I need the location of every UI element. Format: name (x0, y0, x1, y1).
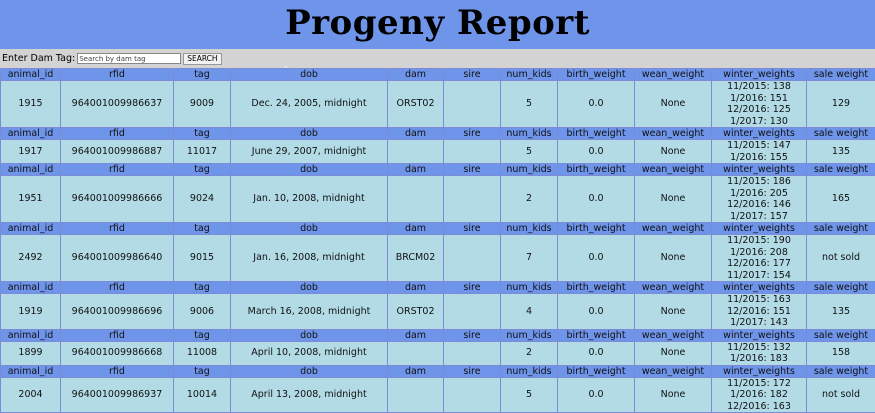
table-header-row (1, 329, 875, 341)
col-num-kids-header: num_kids (501, 164, 558, 176)
table-row (1, 81, 875, 128)
col-winter-weights-cell (712, 140, 807, 164)
winter-weight-entry: 12/2016: 125 (712, 104, 806, 116)
col-dam-cell: ORST02 (388, 294, 444, 330)
col-dam-cell (388, 176, 444, 223)
col-dam-cell (388, 377, 444, 413)
col-wean-weight-cell: None (635, 176, 712, 223)
col-rfid-header: rfid (61, 164, 174, 176)
col-animal-id-header: animal_id (1, 128, 61, 140)
col-dam-header: dam (388, 128, 444, 140)
col-sale-weight-cell: 135 (807, 294, 875, 330)
col-animal-id-cell: 2492 (1, 235, 61, 282)
table-header-row (1, 128, 875, 140)
winter-weight-entry: 1/2016: 151 (712, 93, 806, 105)
table-header-row (1, 223, 875, 235)
winter-weight-entry: 1/2017: 143 (712, 317, 806, 329)
col-dob-header: dob (231, 164, 388, 176)
col-tag-header: tag (174, 128, 231, 140)
col-sire-header: sire (444, 69, 501, 81)
col-dam-cell (388, 341, 444, 365)
col-birth-weight-header: birth_weight (558, 365, 635, 377)
winter-weight-entry: 1/2017: 157 (712, 211, 806, 223)
col-animal-id-cell: 2004 (1, 377, 61, 413)
table-header-row (1, 164, 875, 176)
col-dob-cell: March 16, 2008, midnight (231, 294, 388, 330)
col-dob-header: dob (231, 223, 388, 235)
table-row (1, 235, 875, 282)
col-rfid-header: rfid (61, 365, 174, 377)
col-num-kids-cell: 5 (501, 81, 558, 128)
table-row (1, 140, 875, 164)
col-sale-weight-header: sale weight (807, 128, 875, 140)
col-wean-weight-cell: None (635, 341, 712, 365)
col-sire-cell (444, 176, 501, 223)
col-sire-cell (444, 377, 501, 413)
table-row (1, 341, 875, 365)
dam-tag-search-input[interactable] (77, 53, 181, 64)
col-rfid-header: rfid (61, 282, 174, 294)
col-num-kids-header: num_kids (501, 329, 558, 341)
col-birth-weight-cell: 0.0 (558, 294, 635, 330)
col-rfid-cell: 964001009986668 (61, 341, 174, 365)
col-num-kids-header: num_kids (501, 365, 558, 377)
col-animal-id-cell: 1899 (1, 341, 61, 365)
winter-weight-entry: 12/2016: 151 (712, 306, 806, 318)
col-dam-header: dam (388, 164, 444, 176)
col-wean-weight-header: wean_weight (635, 223, 712, 235)
winter-weight-entry: 11/2015: 138 (712, 81, 806, 93)
col-rfid-cell: 964001009986666 (61, 176, 174, 223)
col-birth-weight-header: birth_weight (558, 69, 635, 81)
table-header-row (1, 282, 875, 294)
winter-weight-entry: 1/2016: 182 (712, 389, 806, 401)
col-num-kids-header: num_kids (501, 69, 558, 81)
winter-weight-entry: 11/2017: 154 (712, 270, 806, 282)
col-birth-weight-header: birth_weight (558, 128, 635, 140)
col-dob-header: dob (231, 128, 388, 140)
col-dam-header: dam (388, 282, 444, 294)
col-sire-cell (444, 140, 501, 164)
col-wean-weight-cell: None (635, 235, 712, 282)
search-bar (0, 49, 875, 68)
col-dob-header: dob (231, 365, 388, 377)
winter-weight-entry: 12/2016: 146 (712, 199, 806, 211)
winter-weight-entry: 1/2016: 183 (712, 353, 806, 365)
col-dam-header: dam (388, 329, 444, 341)
col-dob-header: dob (231, 329, 388, 341)
col-tag-cell: 9015 (174, 235, 231, 282)
col-winter-weights-header: winter_weights (712, 365, 807, 377)
col-sale-weight-header: sale weight (807, 164, 875, 176)
winter-weight-entry: 11/2015: 186 (712, 176, 806, 188)
col-rfid-cell: 964001009986937 (61, 377, 174, 413)
winter-weight-entry: 1/2016: 205 (712, 188, 806, 200)
col-sale-weight-header: sale weight (807, 365, 875, 377)
col-sire-cell (444, 81, 501, 128)
col-animal-id-cell: 1917 (1, 140, 61, 164)
col-dam-cell: BRCM02 (388, 235, 444, 282)
col-tag-cell: 11008 (174, 341, 231, 365)
col-animal-id-header: animal_id (1, 223, 61, 235)
col-wean-weight-cell: None (635, 294, 712, 330)
col-tag-cell: 10014 (174, 377, 231, 413)
col-tag-header: tag (174, 365, 231, 377)
col-wean-weight-header: wean_weight (635, 282, 712, 294)
col-wean-weight-header: wean_weight (635, 329, 712, 341)
col-rfid-cell: 964001009986887 (61, 140, 174, 164)
col-rfid-cell: 964001009986640 (61, 235, 174, 282)
col-birth-weight-cell: 0.0 (558, 377, 635, 413)
col-birth-weight-cell: 0.0 (558, 176, 635, 223)
col-wean-weight-header: wean_weight (635, 69, 712, 81)
col-wean-weight-cell: None (635, 140, 712, 164)
col-winter-weights-header: winter_weights (712, 164, 807, 176)
col-num-kids-header: num_kids (501, 282, 558, 294)
col-rfid-header: rfid (61, 128, 174, 140)
col-sire-header: sire (444, 282, 501, 294)
page-header (0, 0, 875, 49)
col-birth-weight-cell: 0.0 (558, 235, 635, 282)
col-sire-cell (444, 294, 501, 330)
col-num-kids-cell: 2 (501, 176, 558, 223)
col-tag-cell: 9024 (174, 176, 231, 223)
col-birth-weight-cell: 0.0 (558, 341, 635, 365)
col-tag-header: tag (174, 69, 231, 81)
col-sire-header: sire (444, 164, 501, 176)
col-animal-id-cell: 1919 (1, 294, 61, 330)
col-num-kids-cell: 5 (501, 377, 558, 413)
page-title: Progeny Report (285, 3, 590, 43)
col-rfid-header: rfid (61, 223, 174, 235)
col-dob-cell: June 29, 2007, midnight (231, 140, 388, 164)
col-rfid-cell: 964001009986696 (61, 294, 174, 330)
col-birth-weight-cell: 0.0 (558, 140, 635, 164)
col-tag-cell: 9009 (174, 81, 231, 128)
col-num-kids-cell: 7 (501, 235, 558, 282)
col-winter-weights-cell (712, 377, 807, 413)
col-birth-weight-cell: 0.0 (558, 81, 635, 128)
col-rfid-header: rfid (61, 69, 174, 81)
col-dob-cell: Jan. 10, 2008, midnight (231, 176, 388, 223)
col-num-kids-cell: 2 (501, 341, 558, 365)
col-sire-header: sire (444, 365, 501, 377)
winter-weight-entry: 12/2016: 177 (712, 258, 806, 270)
col-dam-header: dam (388, 365, 444, 377)
col-tag-cell: 9006 (174, 294, 231, 330)
col-winter-weights-cell (712, 294, 807, 330)
col-sale-weight-header: sale weight (807, 329, 875, 341)
col-animal-id-header: animal_id (1, 329, 61, 341)
col-winter-weights-header: winter_weights (712, 69, 807, 81)
col-dam-header: dam (388, 69, 444, 81)
col-sire-header: sire (444, 128, 501, 140)
col-winter-weights-cell (712, 81, 807, 128)
winter-weight-entry: 1/2016: 155 (712, 152, 806, 164)
col-animal-id-header: animal_id (1, 365, 61, 377)
col-num-kids-header: num_kids (501, 128, 558, 140)
col-dam-header: dam (388, 223, 444, 235)
col-wean-weight-header: wean_weight (635, 164, 712, 176)
col-winter-weights-header: winter_weights (712, 329, 807, 341)
col-winter-weights-header: winter_weights (712, 223, 807, 235)
col-sale-weight-cell: 165 (807, 176, 875, 223)
col-sire-cell (444, 235, 501, 282)
col-winter-weights-cell (712, 176, 807, 223)
col-sale-weight-cell: 158 (807, 341, 875, 365)
col-birth-weight-header: birth_weight (558, 282, 635, 294)
winter-weight-entry: 11/2015: 190 (712, 235, 806, 247)
col-winter-weights-header: winter_weights (712, 128, 807, 140)
winter-weight-entry: 11/2015: 147 (712, 140, 806, 152)
col-sale-weight-header: sale weight (807, 69, 875, 81)
winter-weight-entry: 1/2016: 208 (712, 247, 806, 259)
table-header-row (1, 365, 875, 377)
col-animal-id-cell: 1915 (1, 81, 61, 128)
col-wean-weight-header: wean_weight (635, 365, 712, 377)
col-num-kids-cell: 5 (501, 140, 558, 164)
col-winter-weights-cell (712, 235, 807, 282)
col-sale-weight-header: sale weight (807, 282, 875, 294)
table-row (1, 377, 875, 413)
col-animal-id-cell: 1951 (1, 176, 61, 223)
col-dam-cell: ORST02 (388, 81, 444, 128)
col-sale-weight-cell: 135 (807, 140, 875, 164)
col-rfid-cell: 964001009986637 (61, 81, 174, 128)
col-animal-id-header: animal_id (1, 164, 61, 176)
col-sire-header: sire (444, 223, 501, 235)
col-dob-cell: April 10, 2008, midnight (231, 341, 388, 365)
col-dob-header: dob (231, 282, 388, 294)
winter-weight-entry: 12/2016: 163 (712, 401, 806, 413)
col-animal-id-header: animal_id (1, 282, 61, 294)
search-button[interactable]: SEARCH (183, 53, 221, 65)
progeny-table (0, 68, 875, 413)
col-tag-header: tag (174, 282, 231, 294)
table-header-row (1, 69, 875, 81)
col-sire-cell (444, 341, 501, 365)
col-birth-weight-header: birth_weight (558, 329, 635, 341)
col-animal-id-header: animal_id (1, 69, 61, 81)
winter-weight-entry: 11/2015: 163 (712, 294, 806, 306)
col-dob-header: dob (231, 69, 388, 81)
col-wean-weight-cell: None (635, 81, 712, 128)
search-label: Enter Dam Tag: (2, 53, 75, 64)
winter-weight-entry: 11/2015: 132 (712, 342, 806, 354)
col-dob-cell: April 13, 2008, midnight (231, 377, 388, 413)
winter-weight-entry: 1/2017: 130 (712, 116, 806, 128)
col-winter-weights-header: winter_weights (712, 282, 807, 294)
col-wean-weight-cell: None (635, 377, 712, 413)
col-sale-weight-header: sale weight (807, 223, 875, 235)
col-winter-weights-cell (712, 341, 807, 365)
table-row (1, 176, 875, 223)
col-dam-cell (388, 140, 444, 164)
col-tag-cell: 11017 (174, 140, 231, 164)
col-sale-weight-cell: 129 (807, 81, 875, 128)
col-birth-weight-header: birth_weight (558, 164, 635, 176)
col-num-kids-header: num_kids (501, 223, 558, 235)
col-dob-cell: Jan. 16, 2008, midnight (231, 235, 388, 282)
table-row (1, 294, 875, 330)
col-tag-header: tag (174, 223, 231, 235)
col-num-kids-cell: 4 (501, 294, 558, 330)
col-wean-weight-header: wean_weight (635, 128, 712, 140)
col-sale-weight-cell: not sold (807, 235, 875, 282)
col-tag-header: tag (174, 164, 231, 176)
col-sale-weight-cell: not sold (807, 377, 875, 413)
col-tag-header: tag (174, 329, 231, 341)
winter-weight-entry: 11/2015: 172 (712, 378, 806, 390)
col-dob-cell: Dec. 24, 2005, midnight (231, 81, 388, 128)
col-sire-header: sire (444, 329, 501, 341)
col-birth-weight-header: birth_weight (558, 223, 635, 235)
col-rfid-header: rfid (61, 329, 174, 341)
